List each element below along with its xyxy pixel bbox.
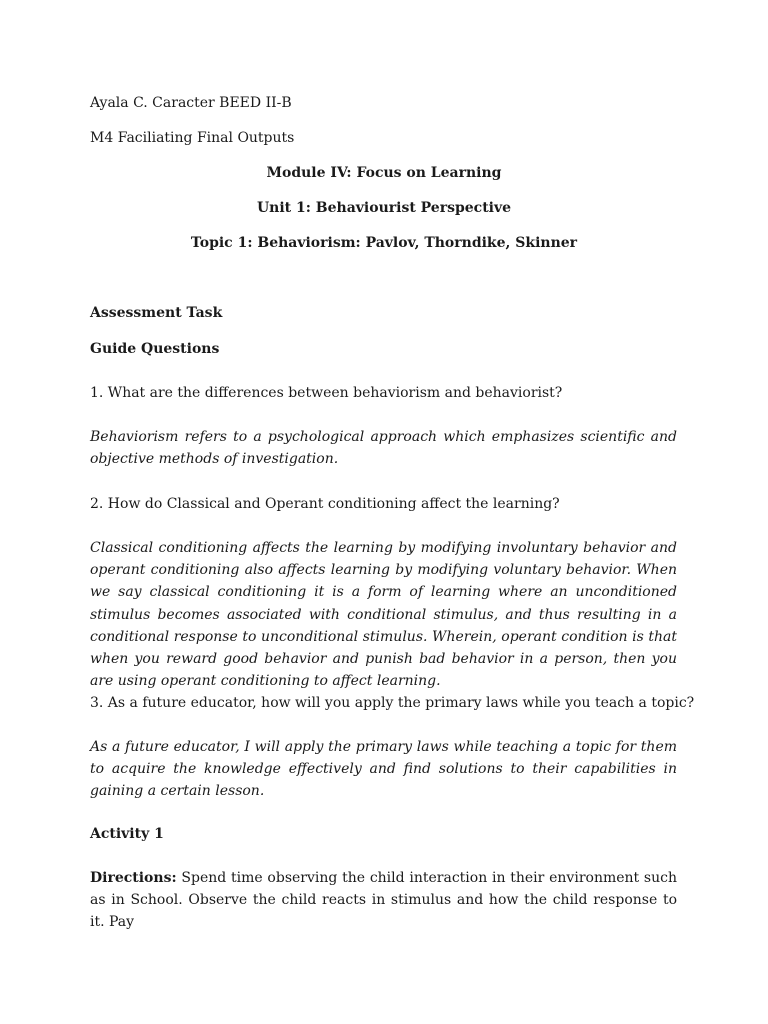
question-1: 1. What are the differences between behaviorism and behaviorist? bbox=[90, 385, 563, 401]
answer-3: As a future educator, I will apply the primary laws while teaching a topic for them to acquire the knowledge effectively and find solutions to their capabilities in gaining a certain lesson. bbox=[90, 739, 677, 800]
module-title: Module IV: Focus on Learning bbox=[266, 165, 502, 181]
activity-directions bbox=[90, 867, 677, 934]
assessment-task-heading: Assessment Task bbox=[90, 305, 223, 321]
output-line: M4 Faciliating Final Outputs bbox=[90, 130, 295, 146]
directions-text: Spend time observing the child interaction in their environment such as in School. Observe the child reacts in stimulus and how the child response to it. Pay bbox=[90, 870, 677, 931]
unit-title: Unit 1: Behaviourist Perspective bbox=[256, 200, 512, 216]
directions-label: Directions: bbox=[90, 870, 177, 886]
topic-title: Topic 1: Behaviorism: Pavlov, Thorndike, Skinner bbox=[190, 235, 578, 251]
activity-heading: Activity 1 bbox=[90, 826, 164, 842]
question-2: 2. How do Classical and Operant conditioning affect the learning? bbox=[90, 496, 560, 512]
answer-1: Behaviorism refers to a psychological approach which emphasizes scientific and objective methods of investigation. bbox=[90, 429, 677, 468]
answer-2: Classical conditioning affects the learning by modifying involuntary behavior and operant conditioning also affects learning by modifying voluntary behavior. When we say classical conditioning it is a form of learning where an unconditioned stimulus becomes associated with conditional stimulus, and thus resulting in a conditional response to unconditional stimulus. Wherein, operant condition is that when you reward good behavior and punish bad behavior in a person, then you are using operant conditioning to affect learning. bbox=[90, 540, 677, 690]
guide-questions-heading: Guide Questions bbox=[90, 341, 220, 357]
author-line: Ayala C. Caracter BEED II-B bbox=[90, 95, 292, 111]
question-3: 3. As a future educator, how will you apply the primary laws while you teach a topic? bbox=[90, 695, 695, 711]
